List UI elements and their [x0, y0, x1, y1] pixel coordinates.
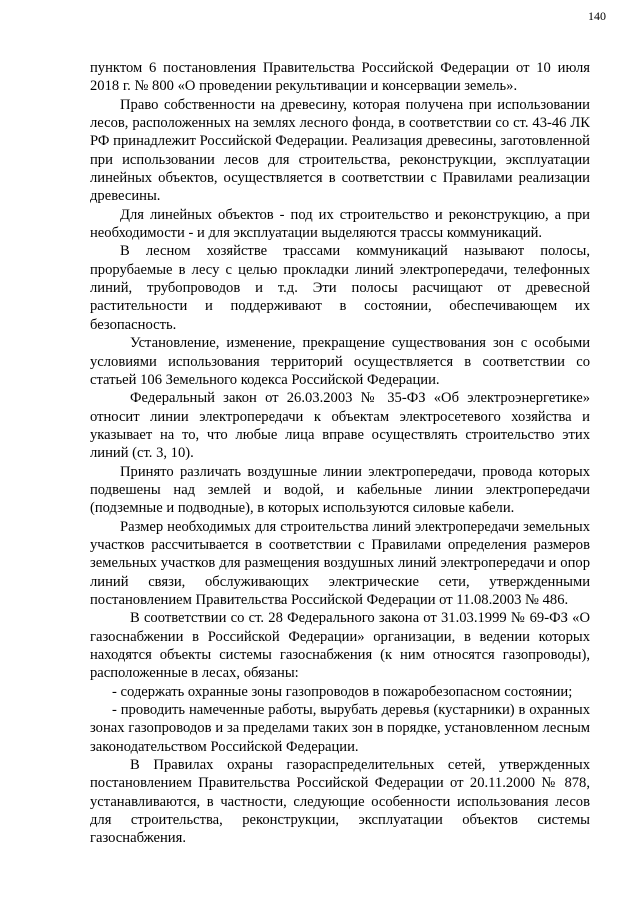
document-body	[90, 59, 590, 848]
page-number: 140	[588, 9, 606, 23]
paragraph-gas-network-rules: В Правилах охраны газораспределительных сетей, утвержденных постановлением Правительства Российской Федерации от 20.11.2000 № 878, устанавливаются, в частности, следующие особенности использования лесов для строительства, реконструкции, эксплуатации объектов системы газоснабжения.	[90, 757, 590, 847]
paragraph-continuation: пунктом 6 постановления Правительства Российской Федерации от 10 июля 2018 г. № 800 «О проведении рекультивации и консервации земель».	[90, 60, 590, 95]
paragraph-power-lines: Принято различать воздушные линии электропередачи, провода которых подвешены над землей и водой, и кабельные линии электропередачи (подземные и подводные), в которых используются силовые кабели.	[90, 463, 590, 517]
paragraph-gas-supply-law: В соответствии со ст. 28 Федерального закона от 31.03.1999 № 69-ФЗ «О газоснабжении в Российской Федерации» организации, в ведении которых находятся объекты системы газоснабжения (к ним относятся газопроводы), расположенные в лесах, обязаны:	[90, 610, 590, 682]
list-item-protection-zones: - содержать охранные зоны газопроводов в пожаробезопасном состоянии;	[112, 683, 573, 700]
paragraph-land-size: Размер необходимых для строительства линий электропередачи земельных участков рассчитывается в соответствии с Правилами определения размеров земельных участков для размещения воздушных линий электропередачи и опор линий связи, обслуживающих электрические сети, утвержденными постановлением Правительства Российской Федерации от 11.08.2003 № 486.	[90, 518, 590, 608]
list-item-tree-cutting: - проводить намеченные работы, вырубать деревья (кустарники) в охранных зонах газопроводов и за пределами таких зон в порядке, установленном лесным законодательством Российской Федерации.	[90, 702, 590, 755]
paragraph-timber-ownership: Право собственности на древесину, которая получена при использовании лесов, расположенных на землях лесного фонда, в соответствии со ст. 43-46 ЛК РФ принадлежит Российской Федерации. Реализация древесины, заготовленной при использовании лесов для строительства, реконструкции, эксплуатации линейных объектов, осуществляется в соответствии с Правилами реализации древесины.	[90, 96, 590, 205]
paragraph-special-zones: Установление, изменение, прекращение существования зон с особыми условиями использования территорий осуществляется в соответствии со статьей 106 Земельного кодекса Российской Федерации.	[90, 335, 590, 388]
paragraph-linear-objects: Для линейных объектов - под их строительство и реконструкцию, а при необходимости - и для эксплуатации выделяются трассы коммуникаций.	[90, 206, 590, 242]
paragraph-communication-routes: В лесном хозяйстве трассами коммуникаций называют полосы, прорубаемые в лесу с целью прокладки линий электропередачи, телефонных линий, трубопроводов и т.д. Эти полосы расчищают от древесной растительности и поддерживают в состоянии, обеспечивающем их безопасность.	[90, 243, 590, 333]
paragraph-electricity-law: Федеральный закон от 26.03.2003 № 35-ФЗ «Об электроэнергетике» относит линии электропередачи к объектам электросетевого хозяйства и указывает на то, что любые лица вправе осуществлять строительство этих линий (ст. 3, 10).	[90, 390, 590, 462]
